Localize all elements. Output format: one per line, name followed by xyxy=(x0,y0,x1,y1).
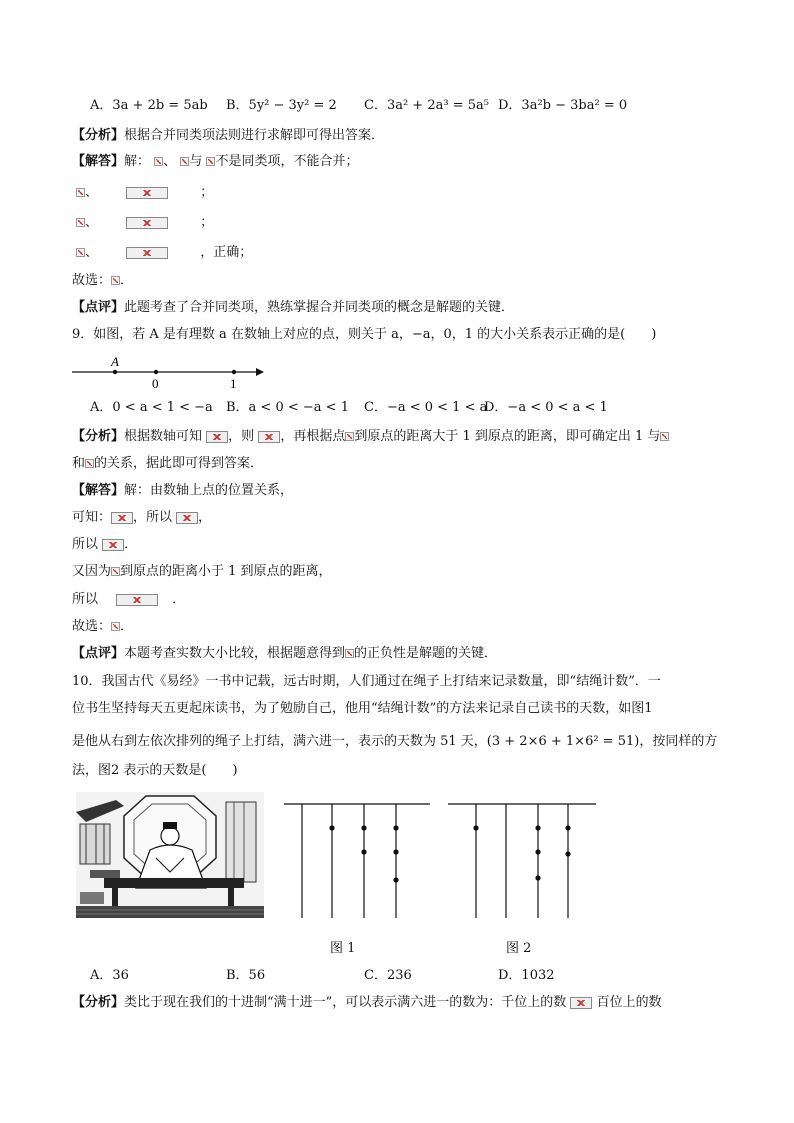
q9-option-a: A．0 < a < 1 < −a xyxy=(90,400,213,415)
solution-text: 与 xyxy=(189,154,203,169)
number-line-arrow-icon xyxy=(256,368,264,376)
q9-option-c: C．−a < 0 < 1 < a xyxy=(364,400,488,415)
formula-image-icon xyxy=(111,622,120,631)
one-dot xyxy=(232,370,236,374)
solution-text: 所以 xyxy=(72,592,99,607)
formula-image-icon xyxy=(206,157,215,166)
knot xyxy=(473,825,478,830)
q8-step-1 xyxy=(76,184,213,202)
formula-image-icon xyxy=(126,217,168,229)
point-a-label: A xyxy=(111,354,119,369)
figure-1-ropes xyxy=(284,802,432,920)
q8-choice xyxy=(72,272,133,290)
solution-text: 不是同类项，不能合并； xyxy=(215,154,359,169)
q9-analysis xyxy=(72,428,669,446)
knot xyxy=(535,849,540,854)
solution-text: 、 xyxy=(163,154,177,169)
formula-image-icon xyxy=(660,432,669,441)
q9-solution xyxy=(72,482,293,500)
point-a-dot xyxy=(113,370,117,374)
solution-tag: 【解答】 xyxy=(72,154,125,169)
q8-option-d: D．3a²b − 3ba² = 0 xyxy=(498,98,628,113)
knot xyxy=(565,851,570,856)
q8-step-3 xyxy=(76,244,252,262)
analysis-text: 和 xyxy=(72,456,86,471)
one-label: 1 xyxy=(230,376,237,391)
knot xyxy=(565,825,570,830)
q8-analysis xyxy=(72,127,384,145)
q9-line-a xyxy=(72,509,211,527)
formula-image-icon xyxy=(111,276,120,285)
step-text: 、 xyxy=(85,245,99,260)
q10-option-b: B．56 xyxy=(226,968,266,983)
solution-text: 所以 xyxy=(72,537,99,552)
choice-label: 故选： xyxy=(72,619,112,634)
step-text: ； xyxy=(200,185,214,200)
analysis-tag: 【分析】 xyxy=(72,429,125,444)
comment-text: 本题考查实数大小比较，根据题意得到 xyxy=(124,646,346,661)
q8-comment xyxy=(72,299,514,317)
analysis-text: ，则 xyxy=(228,429,255,444)
q10-option-d: D．1032 xyxy=(498,968,555,983)
step-text: 、 xyxy=(85,215,99,230)
formula-image-icon xyxy=(116,594,158,606)
q8-solution xyxy=(72,153,359,171)
analysis-text: 百位上的数 xyxy=(596,995,662,1010)
zero-label: 0 xyxy=(152,376,159,391)
solution-text: 解：由数轴上点的位置关系， xyxy=(124,483,294,498)
step-text: 、 xyxy=(85,185,99,200)
step-text: ，正确； xyxy=(200,245,253,260)
solution-text: 可知： xyxy=(72,510,112,525)
knot xyxy=(329,825,334,830)
q9-comment xyxy=(72,645,497,663)
figure-2-ropes xyxy=(448,802,598,920)
knot xyxy=(535,875,540,880)
solution-text: 又因为 xyxy=(72,564,112,579)
formula-image-icon xyxy=(76,218,85,227)
analysis-text: 到原点的距离大于 1 到原点的距离，即可确定出 1 与 xyxy=(354,429,661,444)
formula-image-icon xyxy=(85,459,94,468)
q9-stem: 9．如图，若 A 是有理数 a 在数轴上对应的点，则关于 a，−a，0，1 的大小关系表示正确的是( ) xyxy=(72,327,657,342)
comment-tag: 【点评】 xyxy=(72,300,125,315)
analysis-text: ，再根据点 xyxy=(280,429,346,444)
step-text: ； xyxy=(200,215,214,230)
q10-analysis xyxy=(72,994,662,1012)
q9-line-c xyxy=(72,563,332,581)
analysis-tag: 【分析】 xyxy=(72,995,125,1010)
number-line-figure xyxy=(70,350,270,392)
formula-image-icon xyxy=(76,248,85,257)
choice-end: ． xyxy=(120,619,134,634)
solution-text: ． xyxy=(124,537,138,552)
comment-tag: 【点评】 xyxy=(72,646,125,661)
knot xyxy=(393,877,398,882)
zero-dot xyxy=(154,370,158,374)
formula-image-icon xyxy=(570,997,592,1009)
formula-image-icon xyxy=(176,512,198,524)
q9-choice xyxy=(72,618,133,636)
analysis-text: 根据合并同类项法则进行求解即可得出答案． xyxy=(124,128,385,143)
q10-option-c: C．236 xyxy=(364,968,412,983)
solution-text: ． xyxy=(172,592,186,607)
formula-image-icon xyxy=(111,567,120,576)
solution-text: 解： xyxy=(124,154,151,169)
formula-image-icon xyxy=(180,157,189,166)
q10-stem-line-3: 是他从右到左依次排列的绳子上打结，满六进一，表示的天数为 51 天，(3 + 2×6 + 1×6² = 51)，按同样的方 xyxy=(72,734,718,749)
formula-image-icon xyxy=(154,157,163,166)
analysis-tag: 【分析】 xyxy=(72,128,125,143)
solution-text: ，所以 xyxy=(133,510,173,525)
q10-stem-line-2: 位书生坚持每天五更起床读书，为了勉励自己，他用“结绳计数”的方法来记录自己读书的天数，如图1 xyxy=(72,701,653,716)
q10-stem-line-1: 10．我国古代《易经》一书中记载，远古时期，人们通过在绳子上打结来记录数量，即“结绳计数”．一 xyxy=(72,674,661,689)
scholar-illustration xyxy=(76,792,264,918)
choice-end: ． xyxy=(120,273,134,288)
q9-option-d: D．−a < 0 < a < 1 xyxy=(484,400,608,415)
knot xyxy=(393,849,398,854)
knot xyxy=(393,825,398,830)
formula-image-icon xyxy=(345,649,354,658)
comment-text: 此题考查了合并同类项，熟练掌握合并同类项的概念是解题的关键． xyxy=(124,300,515,315)
formula-image-icon xyxy=(206,431,228,443)
q9-line-d xyxy=(72,591,185,609)
knot xyxy=(361,825,366,830)
analysis-text: 类比于现在我们的十进制“满十进一”，可以表示满六进一的数为：千位上的数 xyxy=(124,995,567,1010)
q8-option-a: A．3a + 2b = 5ab xyxy=(90,98,208,113)
q8-option-c: C．3a² + 2a³ = 5a⁵ xyxy=(364,98,489,113)
formula-image-icon xyxy=(345,432,354,441)
q9-option-b: B．a < 0 < −a < 1 xyxy=(226,400,349,415)
solution-text: ， xyxy=(198,510,212,525)
analysis-text: 根据数轴可知 xyxy=(124,429,203,444)
formula-image-icon xyxy=(126,247,168,259)
figure-1-caption: 图 1 xyxy=(330,941,356,956)
formula-image-icon xyxy=(76,188,85,197)
solution-tag: 【解答】 xyxy=(72,483,125,498)
q10-stem-line-4: 法，图2 表示的天数是( ) xyxy=(72,763,238,778)
formula-image-icon xyxy=(258,431,280,443)
figure-2-caption: 图 2 xyxy=(506,941,532,956)
formula-image-icon xyxy=(126,187,168,199)
analysis-text: 的关系，据此即可得到答案． xyxy=(94,456,264,471)
q8-option-b: B．5y² − 3y² = 2 xyxy=(226,98,337,113)
comment-text: 的正负性是解题的关键． xyxy=(354,646,498,661)
q9-analysis-cont xyxy=(72,455,263,473)
q9-line-b xyxy=(72,536,137,554)
q10-option-a: A．36 xyxy=(90,968,129,983)
knot xyxy=(361,849,366,854)
solution-text: 到原点的距离小于 1 到原点的距离， xyxy=(120,564,332,579)
knot xyxy=(535,825,540,830)
q8-step-2 xyxy=(76,214,213,232)
formula-image-icon xyxy=(111,512,133,524)
formula-image-icon xyxy=(102,539,124,551)
choice-label: 故选： xyxy=(72,273,112,288)
